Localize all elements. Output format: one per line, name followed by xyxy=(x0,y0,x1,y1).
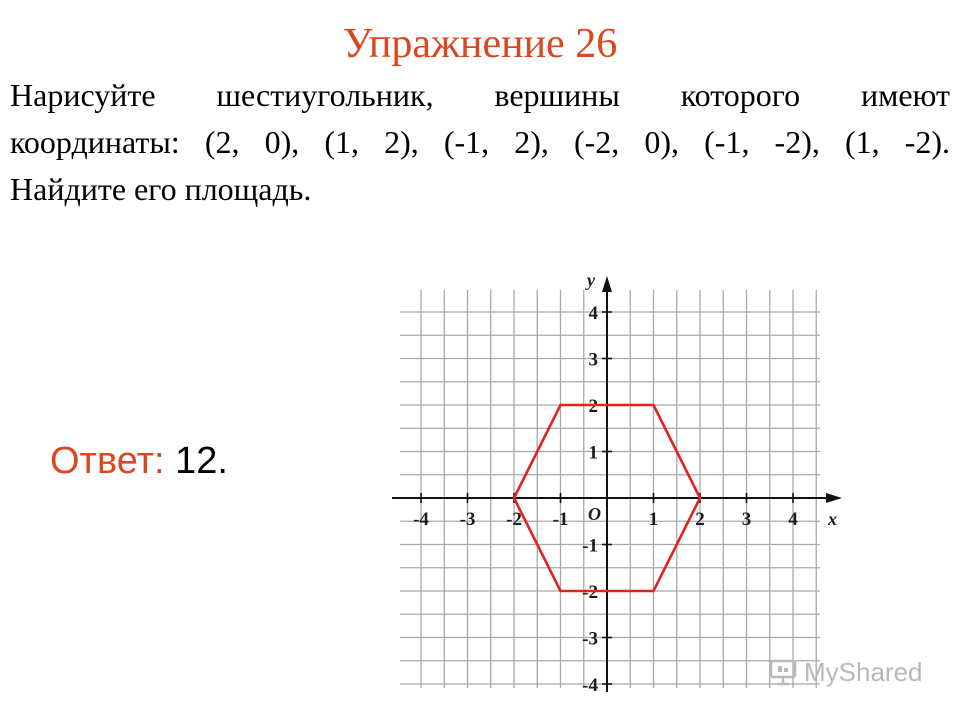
x-tick-label: -4 xyxy=(413,509,429,530)
watermark-text: MyShared xyxy=(804,656,923,687)
answer xyxy=(50,440,228,483)
y-tick-label: 3 xyxy=(588,349,598,371)
axes xyxy=(392,276,842,692)
x-tick-label: -2 xyxy=(506,509,522,530)
answer-label: Ответ: xyxy=(50,440,165,482)
y-tick-label: -1 xyxy=(582,535,598,557)
y-tick-label: -4 xyxy=(582,675,598,696)
problem-line-2: координаты: (2, 0), (1, 2), (-1, 2), (-2, 0), (-1, -2), (1, -2). xyxy=(10,124,950,160)
origin-label: O xyxy=(588,504,601,524)
y-tick-label: -2 xyxy=(582,582,598,603)
y-tick-label: 4 xyxy=(588,303,598,324)
x-axis-label: x xyxy=(828,509,837,529)
watermark xyxy=(768,652,923,692)
y-axis-label: y xyxy=(587,270,595,290)
x-axis-arrow xyxy=(826,493,842,503)
y-axis-arrow xyxy=(602,276,612,292)
x-tick-label: -3 xyxy=(459,509,476,530)
coordinate-graph xyxy=(380,262,850,702)
answer-value: 12. xyxy=(175,440,228,482)
x-tick-label: 1 xyxy=(648,509,659,530)
x-tick-label: -1 xyxy=(552,509,569,530)
y-tick-label: -3 xyxy=(582,628,598,650)
projector-screen-icon xyxy=(768,657,798,687)
y-tick-label: 2 xyxy=(588,396,598,417)
problem-line-1: Нарисуйте шестиугольник, вершины которого имеют xyxy=(10,77,950,113)
problem-text xyxy=(10,72,950,213)
problem-line-3: Найдите его площадь. xyxy=(10,171,312,207)
x-tick-label: 2 xyxy=(695,509,705,530)
slide-title: Упражнение 26 xyxy=(342,21,618,67)
x-tick-label: 3 xyxy=(741,509,752,530)
x-tick-label: 4 xyxy=(788,509,798,530)
grid xyxy=(400,290,820,688)
y-tick-label: 1 xyxy=(588,442,598,464)
